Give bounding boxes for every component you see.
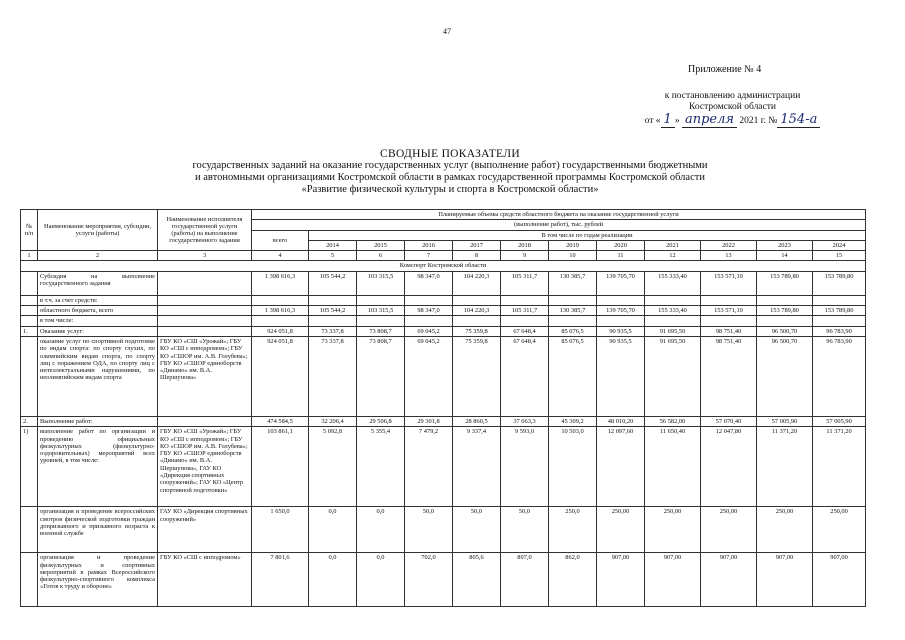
row-value <box>757 316 813 326</box>
decree-month: апреля <box>682 112 737 128</box>
row-value: 73 808,7 <box>357 326 405 336</box>
table-row <box>21 336 866 416</box>
table-row <box>21 295 866 305</box>
row-value: 805,6 <box>453 553 501 607</box>
header-planned: Планируемые объемы средств областного бюджета на оказание государственной услуги <box>252 210 866 220</box>
row-value: 250,00 <box>813 507 866 553</box>
title-line-1: СВОДНЫЕ ПОКАЗАТЕЛИ <box>380 148 520 160</box>
decree-number: 154-а <box>777 112 820 128</box>
row-value: 85 076,5 <box>549 336 597 416</box>
header-executor: Наименование исполнителя государственной услуги (работы) на выполнение государственного задания <box>158 210 252 251</box>
row-value: 105 544,2 <box>309 306 357 316</box>
row-value: 250,0 <box>549 507 597 553</box>
row-number: 2. <box>21 416 38 426</box>
header-year-2018: 2018 <box>501 240 549 250</box>
title-line-3: и автономными организациями Костромской области в рамках государственной программы Костромской области <box>195 172 705 183</box>
table-row <box>21 316 866 326</box>
header-year-2016: 2016 <box>405 240 453 250</box>
row-name: организация и проведение физкультурных и спортивных мероприятий в рамках Всероссийского физкультурно-спортивного комплекса «Готов к труду и обороне» <box>38 553 158 607</box>
row-value: 103 861,1 <box>252 427 309 507</box>
row-value: 0,0 <box>309 553 357 607</box>
row-value: 96 783,90 <box>813 326 866 336</box>
row-value <box>453 295 501 305</box>
decree-block <box>600 91 865 127</box>
column-index: 9 <box>501 251 549 261</box>
row-value: 57 070,40 <box>701 416 757 426</box>
table-row <box>21 271 866 295</box>
decree-date-mid: » <box>674 116 680 126</box>
row-value: 907,00 <box>645 553 701 607</box>
row-value: 907,00 <box>701 553 757 607</box>
row-value: 12 047,80 <box>701 427 757 507</box>
row-value: 104 220,3 <box>453 271 501 295</box>
row-value: 90 935,5 <box>597 326 645 336</box>
row-value: 98 347,0 <box>405 271 453 295</box>
row-value: 105 311,7 <box>501 271 549 295</box>
row-value <box>701 316 757 326</box>
row-value: 153 789,80 <box>757 271 813 295</box>
row-value: 11 371,20 <box>813 427 866 507</box>
row-value: 250,00 <box>597 507 645 553</box>
row-value <box>252 295 309 305</box>
row-value: 28 860,5 <box>453 416 501 426</box>
row-value: 50,0 <box>405 507 453 553</box>
row-value: 474 584,5 <box>252 416 309 426</box>
row-value: 0,0 <box>309 507 357 553</box>
row-value: 103 315,5 <box>357 271 405 295</box>
column-index: 11 <box>597 251 645 261</box>
row-number <box>21 553 38 607</box>
row-value: 907,00 <box>597 553 645 607</box>
section-row <box>21 261 866 271</box>
row-value <box>549 316 597 326</box>
section-title: Комспорт Костромской области <box>21 261 866 271</box>
row-value: 153 571,10 <box>701 306 757 316</box>
row-value <box>813 316 866 326</box>
row-value <box>549 295 597 305</box>
row-value: 10 503,0 <box>549 427 597 507</box>
row-number <box>21 271 38 295</box>
header-num: № п/п <box>21 210 38 251</box>
decree-day: 1 <box>661 112 675 128</box>
row-value: 45 309,2 <box>549 416 597 426</box>
row-value: 29 301,8 <box>405 416 453 426</box>
row-name: оказание услуг по спортивной подготовке по видам спорта: по спорту глухих, по олимпийским видам спорта, по спорту лиц с поражением ОДА, по спорту лиц с интеллектуальными нарушениями, по неолимпийским видам спорта <box>38 336 158 416</box>
row-value: 91 695,50 <box>645 326 701 336</box>
row-value: 48 010,20 <box>597 416 645 426</box>
header-year-2014: 2014 <box>309 240 357 250</box>
row-value: 5 092,8 <box>309 427 357 507</box>
column-index: 2 <box>38 251 158 261</box>
header-unit: (выполнение работ), тыс. рублей <box>252 220 866 230</box>
row-value: 7 479,2 <box>405 427 453 507</box>
row-value <box>453 316 501 326</box>
row-value <box>405 295 453 305</box>
row-value: 907,00 <box>757 553 813 607</box>
row-value: 96 500,70 <box>757 336 813 416</box>
row-value: 250,00 <box>645 507 701 553</box>
row-executor: ГАУ КО «Дирекция спортивных сооружений» <box>158 507 252 553</box>
column-index: 13 <box>701 251 757 261</box>
row-value: 702,0 <box>405 553 453 607</box>
appendix-label: Приложение № 4 <box>688 64 762 75</box>
row-value <box>701 295 757 305</box>
header-year-2017: 2017 <box>453 240 501 250</box>
row-value: 0,0 <box>357 507 405 553</box>
row-value: 250,00 <box>701 507 757 553</box>
header-name: Наименование мероприятия, субсидии, услуги (работы) <box>38 210 158 251</box>
row-value <box>645 316 701 326</box>
row-number <box>21 295 38 305</box>
row-value: 907,00 <box>813 553 866 607</box>
column-index: 15 <box>813 251 866 261</box>
row-value <box>309 316 357 326</box>
row-value: 105 311,7 <box>501 306 549 316</box>
row-value: 1 398 616,3 <box>252 271 309 295</box>
row-value <box>813 295 866 305</box>
document-title <box>150 148 750 196</box>
decree-date <box>600 114 865 127</box>
row-number: 1. <box>21 326 38 336</box>
row-name: Субсидия на выполнение государственного задания <box>38 271 158 295</box>
row-value <box>597 316 645 326</box>
row-value <box>501 316 549 326</box>
header-year-2021: 2021 <box>645 240 701 250</box>
header-year-2019: 2019 <box>549 240 597 250</box>
row-value: 105 544,2 <box>309 271 357 295</box>
row-value <box>252 316 309 326</box>
header-year-2022: 2022 <box>701 240 757 250</box>
column-index: 1 <box>21 251 38 261</box>
decree-year: 2021 г. № <box>739 116 778 126</box>
row-value <box>405 316 453 326</box>
row-value: 75 359,8 <box>453 326 501 336</box>
row-value: 69 045,2 <box>405 326 453 336</box>
row-value: 153 789,80 <box>813 306 866 316</box>
row-value: 155 333,40 <box>645 271 701 295</box>
row-value: 130 385,7 <box>549 271 597 295</box>
title-line-2: государственных заданий на оказание государственных услуг (выполнение работ) государственными бюджетными <box>192 160 708 171</box>
row-value: 103 315,5 <box>357 306 405 316</box>
row-executor: ГБУ КО «СШ «Урожай»; ГБУ КО «СШ с ипподромом»; ГБУ КО «СШОР им. А.В. Голубева»; ГБУ КО «СШОР единоборств «Динамо» им. В.А. Шершунова», ГАУ КО «Дирекция спортивных сооружений»; ГАУ КО «Центр спортивной подготовки» <box>158 427 252 507</box>
row-number: 1) <box>21 427 38 507</box>
row-value: 73 808,7 <box>357 336 405 416</box>
row-value: 69 045,2 <box>405 336 453 416</box>
row-value: 155 333,40 <box>645 306 701 316</box>
row-executor <box>158 326 252 336</box>
column-index-row <box>21 251 866 261</box>
column-index: 12 <box>645 251 701 261</box>
decree-line-1: к постановлению администрации <box>664 91 801 101</box>
decree-date-prefix: от « <box>644 116 661 126</box>
table-row <box>21 326 866 336</box>
row-executor <box>158 316 252 326</box>
row-value: 96 500,70 <box>757 326 813 336</box>
header-year-2024: 2024 <box>813 240 866 250</box>
row-number <box>21 316 38 326</box>
row-value: 11 371,20 <box>757 427 813 507</box>
row-value: 1 650,0 <box>252 507 309 553</box>
row-name: организация и проведение всероссийских смотров физической подготовки граждан допризывного и призывного возраста к военной службе <box>38 507 158 553</box>
table-row <box>21 553 866 607</box>
row-value: 98 347,0 <box>405 306 453 316</box>
column-index: 3 <box>158 251 252 261</box>
row-value: 153 789,80 <box>813 271 866 295</box>
table-row <box>21 427 866 507</box>
row-value: 139 705,70 <box>597 271 645 295</box>
row-name: в том числе: <box>38 316 158 326</box>
row-value: 85 076,5 <box>549 326 597 336</box>
column-index: 4 <box>252 251 309 261</box>
row-executor <box>158 416 252 426</box>
column-index: 6 <box>357 251 405 261</box>
row-name: областного бюджета, всего <box>38 306 158 316</box>
row-value: 29 506,8 <box>357 416 405 426</box>
row-value <box>645 295 701 305</box>
column-index: 5 <box>309 251 357 261</box>
row-number <box>21 306 38 316</box>
header-year-2015: 2015 <box>357 240 405 250</box>
row-executor <box>158 306 252 316</box>
row-value: 90 935,5 <box>597 336 645 416</box>
table-row <box>21 416 866 426</box>
row-value: 57 005,90 <box>813 416 866 426</box>
row-executor <box>158 295 252 305</box>
row-value: 98 751,40 <box>701 326 757 336</box>
row-value: 7 801,6 <box>252 553 309 607</box>
row-value: 73 337,8 <box>309 326 357 336</box>
row-value: 924 051,8 <box>252 336 309 416</box>
header-row-1 <box>21 210 866 220</box>
column-index: 7 <box>405 251 453 261</box>
row-value: 50,0 <box>453 507 501 553</box>
row-executor <box>158 271 252 295</box>
row-number <box>21 507 38 553</box>
row-name: Выполнение работ: <box>38 416 158 426</box>
column-index: 10 <box>549 251 597 261</box>
row-value <box>597 295 645 305</box>
row-value: 897,0 <box>501 553 549 607</box>
row-number <box>21 336 38 416</box>
row-value: 9 593,0 <box>501 427 549 507</box>
row-value: 11 650,40 <box>645 427 701 507</box>
row-value: 153 571,10 <box>701 271 757 295</box>
row-value <box>309 295 357 305</box>
row-value: 104 220,3 <box>453 306 501 316</box>
row-value: 139 705,70 <box>597 306 645 316</box>
column-index: 8 <box>453 251 501 261</box>
row-value <box>757 295 813 305</box>
row-value: 32 206,4 <box>309 416 357 426</box>
column-index: 14 <box>757 251 813 261</box>
row-value: 250,00 <box>757 507 813 553</box>
row-name: Оказание услуг: <box>38 326 158 336</box>
row-value <box>501 295 549 305</box>
row-value: 1 398 616,3 <box>252 306 309 316</box>
title-line-4: «Развитие физической культуры и спорта в Костромской области» <box>301 184 599 195</box>
row-value: 67 648,4 <box>501 336 549 416</box>
indicators-table <box>20 209 866 607</box>
row-executor: ГБУ КО «СШ с ипподромом» <box>158 553 252 607</box>
row-value: 91 695,50 <box>645 336 701 416</box>
row-value: 37 663,3 <box>501 416 549 426</box>
table-row <box>21 507 866 553</box>
row-value: 9 337,4 <box>453 427 501 507</box>
row-value: 924 051,8 <box>252 326 309 336</box>
header-year-2023: 2023 <box>757 240 813 250</box>
row-value: 12 097,60 <box>597 427 645 507</box>
row-executor: ГБУ КО «СШ «Урожай»; ГБУ КО «СШ с ипподромом»; ГБУ КО «СШОР им. А.В. Голубева»; ГБУ КО «СШОР единоборств «Динамо» им. В.А. Шершунова» <box>158 336 252 416</box>
row-value: 57 005,90 <box>757 416 813 426</box>
row-value: 56 582,00 <box>645 416 701 426</box>
row-value: 153 789,80 <box>757 306 813 316</box>
header-total: всего <box>252 230 309 251</box>
decree-line-2: Костромской области <box>689 102 776 112</box>
row-value: 50,0 <box>501 507 549 553</box>
header-year-2020: 2020 <box>597 240 645 250</box>
row-value: 130 385,7 <box>549 306 597 316</box>
table-row <box>21 306 866 316</box>
row-value <box>357 316 405 326</box>
row-value: 75 359,8 <box>453 336 501 416</box>
row-value: 67 648,4 <box>501 326 549 336</box>
header-by-year: В том числе по годам реализации <box>309 230 866 240</box>
row-value: 862,0 <box>549 553 597 607</box>
row-value <box>357 295 405 305</box>
row-name: выполнение работ по организации и проведению официальных физкультурных (физкультурно-оздоровительных) мероприятий всех уровней, в том числе: <box>38 427 158 507</box>
row-value: 0,0 <box>357 553 405 607</box>
row-value: 98 751,40 <box>701 336 757 416</box>
row-name: в т.ч. за счет средств: <box>38 295 158 305</box>
row-value: 73 337,8 <box>309 336 357 416</box>
page-number: 47 <box>443 27 451 36</box>
row-value: 96 783,90 <box>813 336 866 416</box>
row-value: 5 355,4 <box>357 427 405 507</box>
